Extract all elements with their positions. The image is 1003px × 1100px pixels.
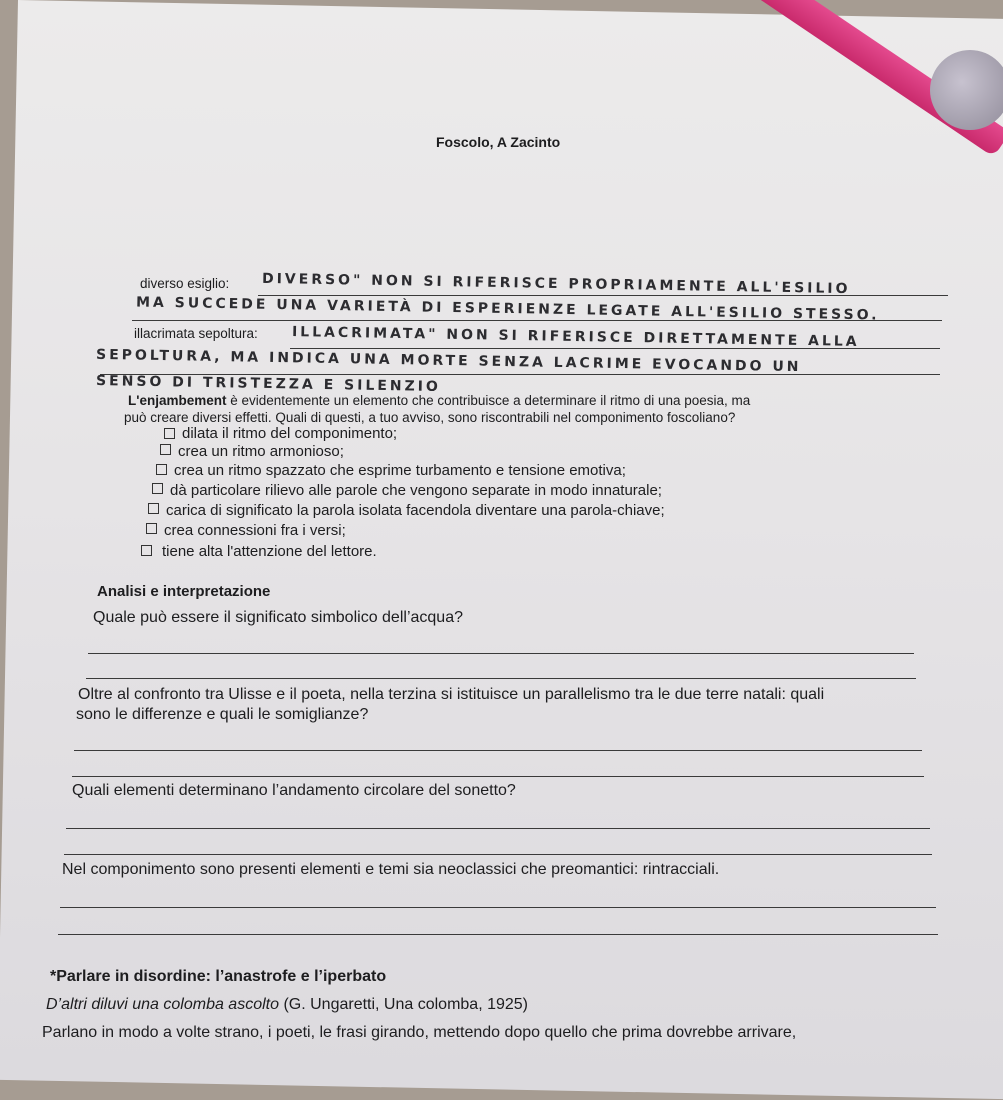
option-label: crea connessioni fra i versi; — [164, 522, 346, 539]
answer-line — [88, 653, 914, 654]
option-checkbox[interactable] — [146, 523, 157, 534]
footer-heading: *Parlare in disordine: l’anastrofe e l’iperbato — [50, 968, 387, 985]
answer-line — [60, 907, 936, 908]
option-checkbox[interactable] — [156, 464, 167, 475]
enjambement-question: può creare diversi effetti. Quali di questi, a tuo avviso, sono riscontrabili nel componimento foscoliano? — [124, 410, 736, 425]
handwritten-answer: SEPOLTURA, MA INDICA UNA MORTE SENZA LACRIME EVOCANDO UN — [95, 346, 802, 376]
question-1: Quale può essere il significato simbolico dell’acqua? — [93, 609, 463, 626]
answer-line — [66, 828, 930, 829]
option-label: dilata il ritmo del componimento; — [182, 425, 398, 442]
option-checkbox[interactable] — [164, 428, 175, 439]
option-label: crea un ritmo armonioso; — [178, 443, 344, 460]
enjambement-intro-text: è evidentemente un elemento che contribuisce a determinare il ritmo di una poesia, ma — [226, 393, 751, 408]
section-heading: Analisi e interpretazione — [97, 583, 271, 600]
question-3: Quali elementi determinano l’andamento circolare del sonetto? — [72, 782, 516, 799]
question-2-line1: Oltre al confronto tra Ulisse e il poeta, nella terzina si istituisce un parallelismo tra le due terre natali: quali — [78, 686, 825, 703]
term-label-illacrimata-sepoltura: illacrimata sepoltura: — [134, 326, 258, 341]
handwritten-answer: ILLACRIMATA" NON SI RIFERISCE DIRETTAMENTE ALLA — [291, 324, 860, 350]
quote-line — [46, 996, 528, 1014]
question-4: Nel componimento sono presenti elementi e temi sia neoclassici che preomantici: rintracciali. — [62, 861, 720, 878]
option-label: dà particolare rilievo alle parole che vengono separate in modo innaturale; — [170, 482, 662, 499]
answer-line — [86, 678, 916, 679]
handwritten-answer: SENSO DI TRISTEZZA E SILENZIO — [95, 372, 441, 396]
quote-source: (G. Ungaretti, Una colomba, 1925) — [279, 996, 529, 1013]
handwritten-answer: DIVERSO" NON SI RIFERISCE PROPRIAMENTE ALL'ESILIO — [261, 270, 851, 298]
option-label: tiene alta l'attenzione del lettore. — [162, 543, 377, 560]
answer-line — [74, 750, 922, 751]
answer-line — [58, 934, 938, 935]
option-checkbox[interactable] — [141, 545, 152, 556]
answer-line — [64, 854, 932, 855]
term-label-diverso-esiglio: diverso esiglio: — [140, 276, 230, 291]
option-label: carica di significato la parola isolata facendola diventare una parola-chiave; — [166, 502, 665, 519]
quote-text: D’altri diluvi una colomba ascolto — [46, 996, 279, 1013]
option-checkbox[interactable] — [152, 483, 163, 494]
enjambement-intro — [128, 393, 750, 408]
answer-line — [72, 776, 924, 777]
marker-cap — [930, 50, 1003, 130]
option-checkbox[interactable] — [148, 503, 159, 514]
page-title: Foscolo, A Zacinto — [436, 134, 561, 150]
question-2-line2: sono le differenze e quali le somiglianze? — [76, 706, 369, 723]
enjambement-term: L'enjambement — [128, 393, 227, 408]
option-checkbox[interactable] — [160, 444, 171, 455]
handwritten-answer: MA SUCCEDE UNA VARIETÀ DI ESPERIENZE LEGATE ALL'ESILIO STESSO. — [135, 294, 880, 324]
option-label: crea un ritmo spazzato che esprime turbamento e tensione emotiva; — [174, 462, 626, 479]
last-line: Parlano in modo a volte strano, i poeti, le frasi girando, mettendo dopo quello che prima dovrebbe arrivare, — [42, 1024, 797, 1041]
